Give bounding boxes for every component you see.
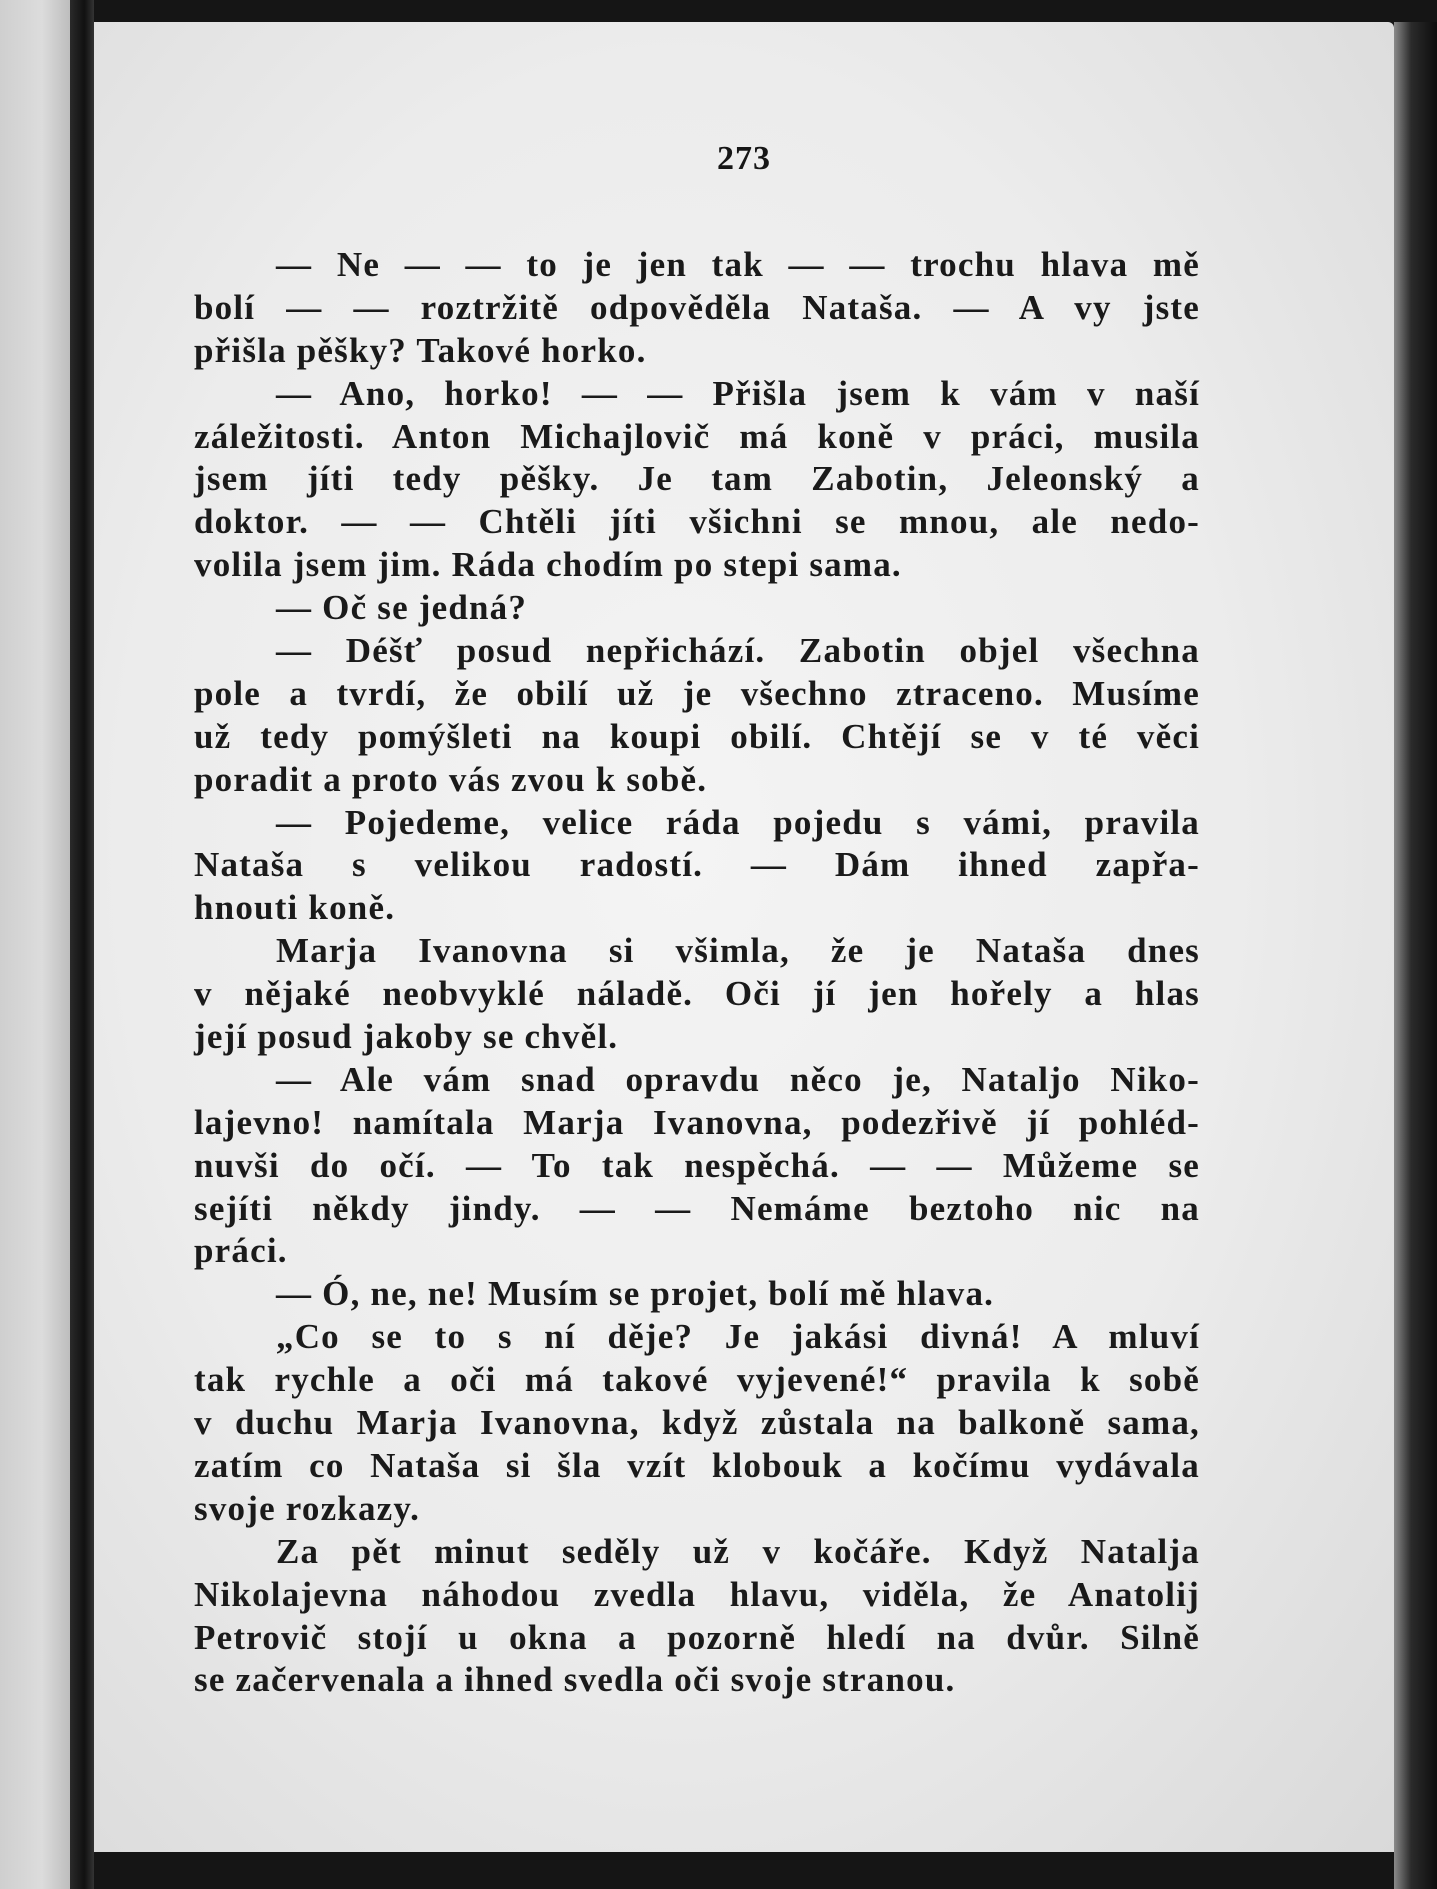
text-line: jsem jíti tedy pěšky. Je tam Zabotin, Jeleonský a [194,459,1200,499]
text-line: Za pět minut seděly už v kočáře. Když Natalja [276,1531,1200,1571]
text-line: Nataša s velikou radostí. — Dám ihned zapřa- [194,845,1200,885]
facing-page-edge [0,0,70,1889]
text-line: v duchu Marja Ivanovna, když zůstala na balkoně sama, [194,1403,1200,1443]
text-line: lajevno! namítala Marja Ivanovna, podezřivě jí pohléd- [194,1102,1200,1142]
text-line: pole a tvrdí, že obilí už je všechno ztraceno. Musíme [194,673,1200,713]
text-line: přišla pěšky? Takové horko. [194,330,647,370]
text-line: — Oč se jedná? [276,588,528,628]
text-line: v nějaké neobvyklé náladě. Oči jí jen hořely a hlas [194,974,1200,1014]
text-line: poradit a proto vás zvou k sobě. [194,759,708,799]
text-line: doktor. — — Chtěli jíti všichni se mnou, ale nedo- [194,502,1200,542]
text-line: nuvši do očí. — To tak nespěchá. — — Můžeme se [194,1145,1200,1185]
text-line: se začervenala a ihned svedla oči svoje stranou. [194,1660,956,1700]
book-gutter [70,0,94,1889]
text-line: — Ano, horko! — — Přišla jsem k vám v naší [276,373,1200,413]
text-line: hnouti koně. [194,888,396,928]
text-line: Petrovič stojí u okna a pozorně hledí na dvůr. Silně [194,1617,1200,1657]
text-line: — Déšť posud nepřichází. Zabotin objel všechna [276,631,1200,671]
text-line: zatím co Nataša si šla vzít klobouk a kočímu vydávala [194,1445,1200,1485]
text-line: už tedy pomýšleti na koupi obilí. Chtějí se v té věci [194,716,1200,756]
text-line: „Co se to s ní děje? Je jakási divná! A mluví [276,1317,1200,1357]
text-line: Marja Ivanovna si všimla, že je Nataša dnes [276,931,1200,971]
text-line: práci. [194,1231,288,1271]
text-line: sejíti někdy jindy. — — Nemáme beztoho nic na [194,1188,1200,1228]
text-line: svoje rozkazy. [194,1488,421,1528]
book-page [94,22,1394,1852]
text-line: — Pojedeme, velice ráda pojedu s vámi, pravila [276,802,1200,842]
text-line: bolí — — roztržitě odpověděla Nataša. — A vy jste [194,287,1200,327]
body-text [194,244,1200,1702]
text-line: — Ó, ne, ne! Musím se projet, bolí mě hlava. [276,1274,995,1314]
page-right-edge [1394,22,1437,1889]
text-line: záležitosti. Anton Michajlovič má koně v práci, musila [194,416,1200,456]
text-line: — Ne — — to je jen tak — — trochu hlava mě [276,245,1200,284]
text-line: Nikolajevna náhodou zvedla hlavu, viděla, že Anatolij [194,1574,1200,1614]
text-line: volila jsem jim. Ráda chodím po stepi sama. [194,545,902,585]
text-line: tak rychle a oči má takové vyjevené!“ pravila k sobě [194,1360,1200,1400]
text-line: — Ale vám snad opravdu něco je, Nataljo Niko- [276,1059,1200,1099]
page-number: 273 [717,140,771,177]
text-line: její posud jakoby se chvěl. [194,1017,619,1057]
